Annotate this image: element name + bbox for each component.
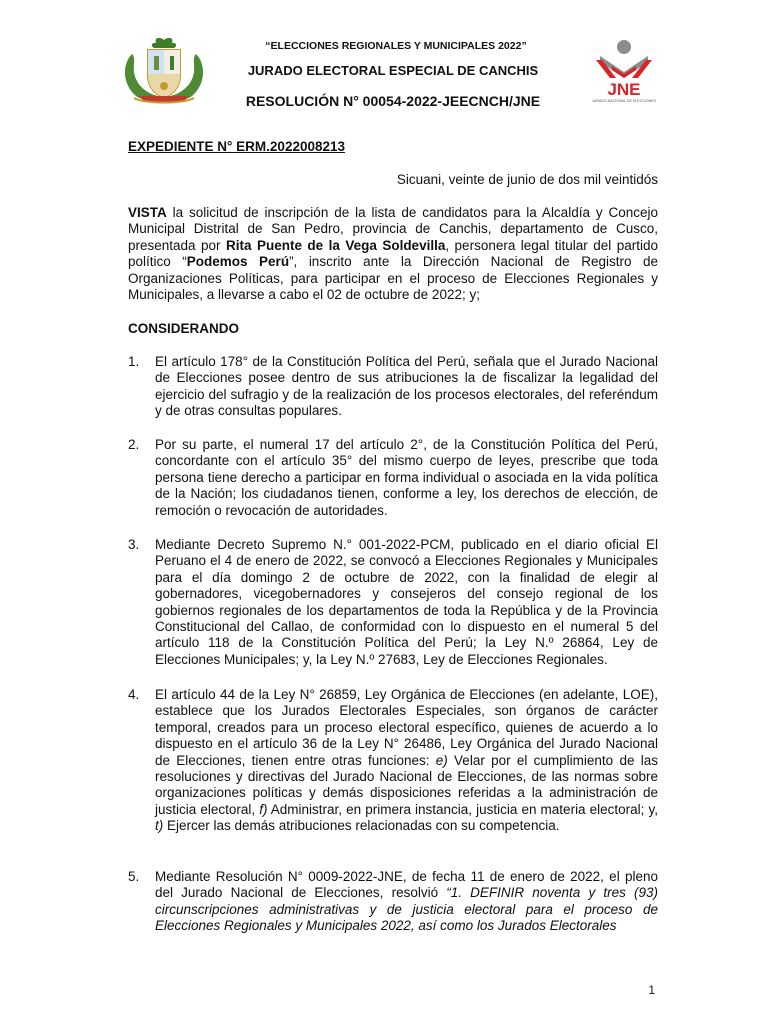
item-text: Por su parte, el numeral 17 del artículo 2°, de la Constitución Política del Perú, concordante con el artículo 35° del mismo cuerpo de leyes, prescribe que toda persona tiene derecho a participar en forma individual o asociada en la vida política de la Nación; los ciudadanos tienen, conforme a ley, los derechos de elección, de remoción o revocación de autoridades. [155,437,658,518]
date-line: Sicuani, veinte de junio de dos mil veintidós [396,172,658,187]
list-item [128,687,658,835]
election-motto: “ELECCIONES REGIONALES Y MUNICIPALES 2022” [265,40,527,52]
vista-paragraph [128,205,658,303]
expediente-number: EXPEDIENTE N° ERM.2022008213 [128,139,346,154]
list-item [128,354,658,420]
item-text-part: Velar por el cumplimiento de las resoluciones y directivas del Jurado Nacional de Elecciones, de las normas sobre organizaciones políticas y demás disposiciones referidas a la administración de justicia electoral, [155,752,658,817]
vista-text-1: la solicitud de inscripción de la lista de candidatos para la Alcaldía y Concejo Municipal Distrital de San Pedro, provincia de Canchis, departamento de Cusco, presentada por [128,205,658,253]
considerando-heading: CONSIDERANDO [128,321,240,336]
item-number: 5. [128,869,140,884]
item-text-italic: “1. DEFINIR noventa y tres (93) circunscripciones administrativas y de justicia electoral para el proceso de Elecciones Regionales y Municipales 2022, así como los Jurados Electorales [155,885,658,934]
letterhead [0,0,768,130]
item-text-italic: t) [155,818,164,834]
vista-lead: VISTA [128,205,167,220]
item-number: 4. [128,687,140,702]
jne-logo-icon [586,38,662,104]
vista-name: Rita Puente de la Vega Soldevilla [225,237,446,253]
page-number: 1 [648,983,655,997]
item-number: 3. [128,537,140,552]
item-text [155,869,658,935]
item-text-italic: f) [259,801,268,817]
vista-party: Podemos Perú [186,254,290,270]
item-text-part: Ejercer las demás atribuciones relacionadas con su competencia. [163,818,560,834]
resolution-number: RESOLUCIÓN N° 00054-2022-JEECNCH/JNE [245,93,541,109]
item-text-part: Mediante Resolución N° 0009-2022-JNE, de fecha 11 de enero de 2022, el pleno del Jurado Nacional de Elecciones, resolvió [155,869,658,901]
vista-text-2: , personera legal titular del partido político “ [128,237,658,270]
vista-text-3: ”, inscrito ante la Dirección Nacional de Registro de Organizaciones Políticas, para participar en el proceso de Elecciones Regionales y Municipales, a llevarse a cabo el 02 de octubre de 2022; y; [128,254,658,303]
list-item [128,437,658,519]
item-text-part: Administrar, en primera instancia, justicia en materia electoral; y, [267,801,658,817]
item-text-italic: e) [435,752,448,768]
list-item [128,869,658,935]
item-number: 2. [128,437,140,452]
jne-logo-subtext: JURADO NACIONAL DE ELECCIONES [591,99,657,103]
item-text: Mediante Decreto Supremo N.° 001-2022-PCM, publicado en el diario oficial El Peruano el 4 de enero de 2022, se convocó a Elecciones Regionales y Municipales para el día domingo 2 de octubre de 2022, con la finalidad de elegir al gobernadores, vicegobernadores y consejeros del consejo regional de los gobiernos regionales de los departamentos de toda la República y de la Provincia Constitucional del Callao, de conformidad con lo dispuesto en el numeral 5 del artículo 118 de la Constitución Política del Perú; la Ley N.º 26864, Ley de Elecciones Municipales; y, la Ley N.º 27683, Ley de Elecciones Regionales. [155,537,658,667]
item-text: El artículo 178° de la Constitución Política del Perú, señala que el Jurado Nacional de Elecciones posee dentro de sus atribuciones la de fiscalizar la legalidad del ejercicio del sufragio y de la realización de los procesos electorales, del referéndum y de otras consultas populares. [155,354,658,419]
court-name: JURADO ELECTORAL ESPECIAL DE CANCHIS [247,63,539,78]
item-text [155,687,658,835]
item-number: 1. [128,354,140,369]
jne-logo-text: JNE [607,80,641,99]
item-text-part: El artículo 44 de la Ley N° 26859, Ley Orgánica de Elecciones (en adelante, LOE), establece que los Jurados Electorales Especiales, son órganos de carácter temporal, creados para un proceso electoral específico, quienes de acuerdo a lo dispuesto en el artículo 36 de la Ley N° 26486, Ley Orgánica del Jurado Nacional de Elecciones, tienen entre otras funciones: [155,687,658,768]
list-item [128,537,658,668]
